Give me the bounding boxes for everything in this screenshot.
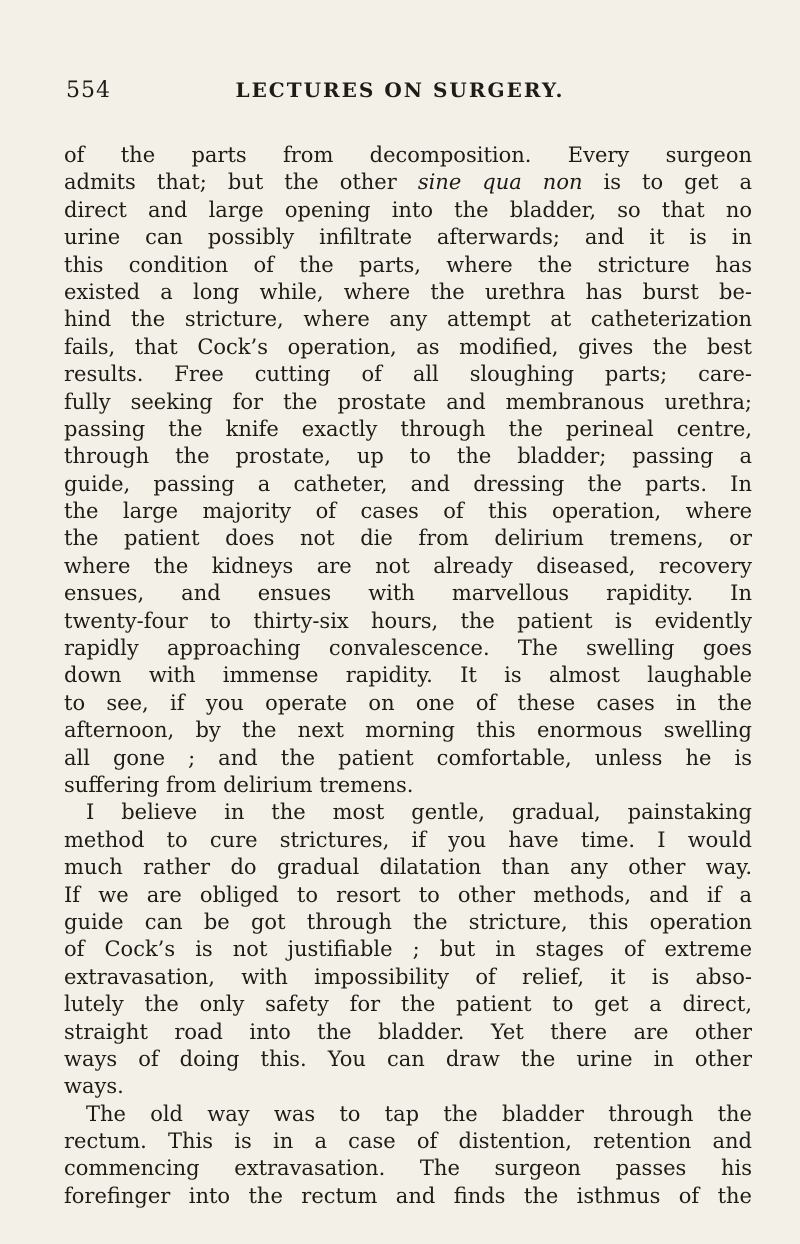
text-line: passing the knife exactly through the perineal centre, xyxy=(64,416,752,441)
text-line: much rather do gradual dilatation than any other way. xyxy=(64,855,752,880)
text-line: ways of doing this. You can draw the urine in other xyxy=(64,1046,752,1071)
text-line: ensues, and ensues with marvellous rapidity. In xyxy=(64,581,752,606)
text-line: ways. xyxy=(64,1074,124,1099)
text-line: of the parts from decomposition. Every surgeon xyxy=(64,143,752,167)
italic-phrase: sine qua non xyxy=(417,170,583,195)
text-line: all gone ; and the patient comfortable, unless he is xyxy=(64,745,752,770)
text-segment: admits that; but the other xyxy=(64,170,418,195)
text-line: guide can be got through the stricture, this operation xyxy=(64,909,752,934)
text-line: forefinger into the rectum and finds the isthmus of the xyxy=(64,1183,752,1208)
text-line: twenty-four to thirty-six hours, the patient is evidently xyxy=(64,608,752,633)
text-line: I believe in the most gentle, gradual, painstaking xyxy=(86,800,752,825)
page-header xyxy=(56,78,744,118)
text-line: where the kidneys are not already diseased, recovery xyxy=(64,553,752,578)
text-line: If we are obliged to resort to other methods, and if a xyxy=(64,882,752,907)
text-line: existed a long while, where the urethra has burst be- xyxy=(64,279,752,304)
text-line: the large majority of cases of this operation, where xyxy=(64,499,752,524)
text-line: hind the stricture, where any attempt at catheterization xyxy=(64,307,752,332)
text-line: rapidly approaching convalescence. The swelling goes xyxy=(64,636,752,661)
text-line: straight road into the bladder. Yet there are other xyxy=(64,1019,752,1044)
text-line: to see, if you operate on one of these cases in the xyxy=(64,690,752,715)
text-line: rectum. This is in a case of distention, retention and xyxy=(64,1129,752,1154)
text-line: urine can possibly infiltrate afterwards; and it is in xyxy=(64,225,752,250)
text-line: fully seeking for the prostate and membranous urethra; xyxy=(64,389,752,414)
text-line: commencing extravasation. The surgeon passes his xyxy=(64,1156,752,1181)
body-text xyxy=(64,142,752,1210)
text-line: The old way was to tap the bladder through the xyxy=(86,1101,752,1126)
text-line: lutely the only safety for the patient to get a direct, xyxy=(64,992,752,1017)
text-line: this condition of the parts, where the stricture has xyxy=(64,252,752,277)
text-line: suffering from delirium tremens. xyxy=(64,772,414,797)
text-line: guide, passing a catheter, and dressing the parts. In xyxy=(64,471,752,496)
text-line xyxy=(64,169,752,196)
text-line: extravasation, with impossibility of relief, it is abso- xyxy=(64,964,752,989)
page-number: 554 xyxy=(66,78,111,103)
text-line: method to cure strictures, if you have time. I would xyxy=(64,827,752,852)
text-line: of Cock’s is not justifiable ; but in stages of extreme xyxy=(64,937,752,962)
text-segment: is to get a xyxy=(582,170,752,195)
text-line: results. Free cutting of all sloughing parts; care- xyxy=(64,362,752,387)
text-line: afternoon, by the next morning this enormous swelling xyxy=(64,718,752,743)
text-line: direct and large opening into the bladder, so that no xyxy=(64,197,752,222)
text-line: fails, that Cock’s operation, as modified, gives the best xyxy=(64,334,752,359)
text-line: through the prostate, up to the bladder; passing a xyxy=(64,444,752,469)
running-head: LECTURES ON SURGERY. xyxy=(235,78,565,102)
text-line: the patient does not die from delirium tremens, or xyxy=(64,526,752,551)
text-line: down with immense rapidity. It is almost laughable xyxy=(64,663,752,688)
